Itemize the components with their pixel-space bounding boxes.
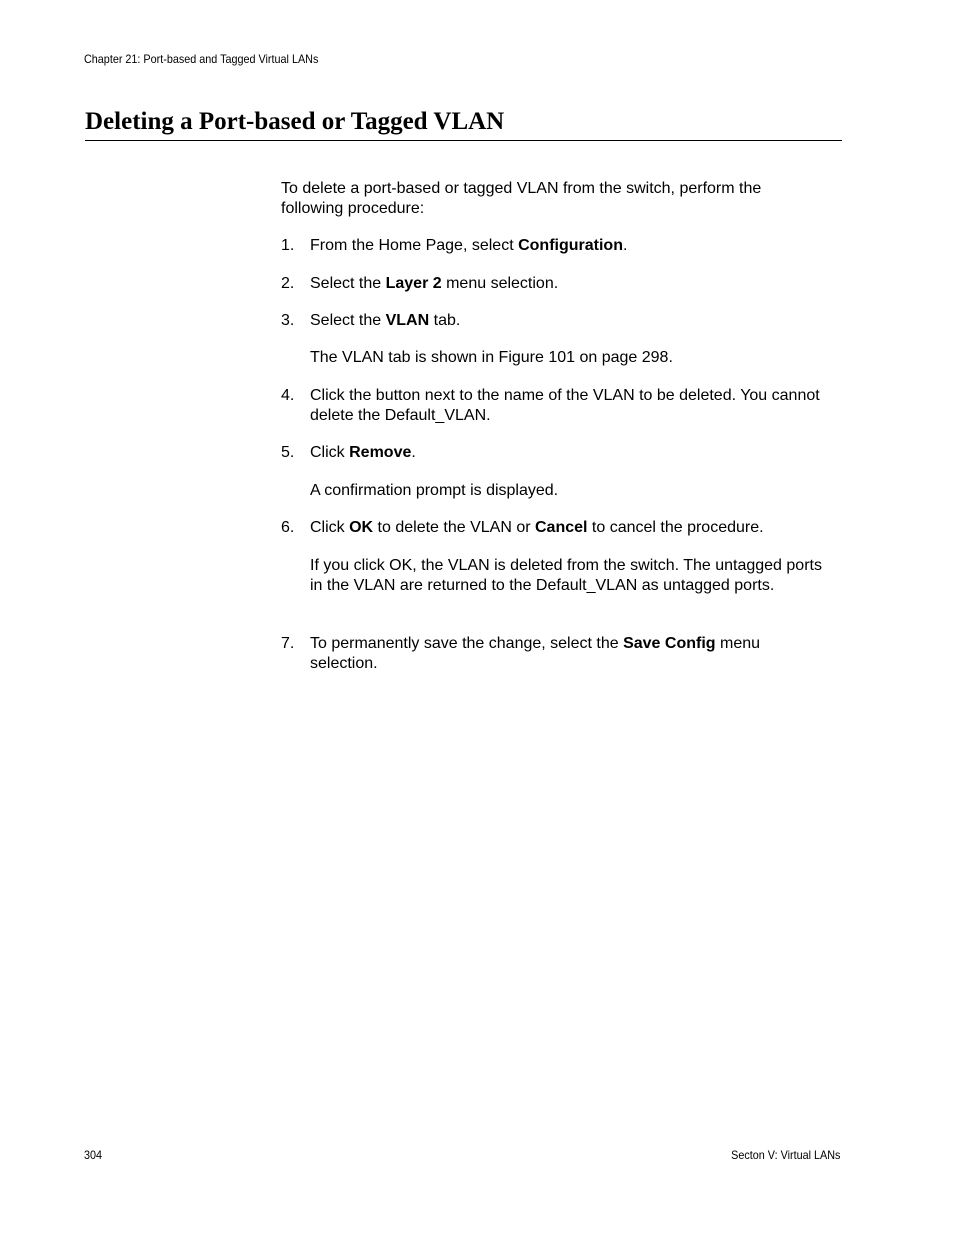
step-1 bbox=[281, 236, 826, 256]
step-number: 7. bbox=[281, 635, 295, 652]
step-number: 6. bbox=[281, 519, 295, 536]
step-number: 4. bbox=[281, 387, 295, 404]
step-6-note: If you click OK, the VLAN is deleted from the switch. The untagged ports in the VLAN are returned to the Default_VLAN as untagged ports. bbox=[310, 557, 822, 594]
step-3 bbox=[281, 311, 826, 331]
step-5-note: A confirmation prompt is displayed. bbox=[310, 482, 559, 499]
page-number: 304 bbox=[84, 1148, 103, 1162]
step-text: Click the button next to the name of the VLAN to be deleted. You cannot delete the Default_VLAN. bbox=[310, 387, 820, 424]
step-text: Click Remove. bbox=[310, 444, 416, 461]
step-number: 5. bbox=[281, 444, 295, 461]
step-2 bbox=[281, 274, 826, 294]
step-text: From the Home Page, select Configuration. bbox=[310, 237, 628, 254]
step-number: 2. bbox=[281, 275, 295, 292]
footer-section-name: Secton V: Virtual LANs bbox=[730, 1148, 840, 1162]
ui-term: Configuration bbox=[518, 237, 623, 254]
ui-term: Cancel bbox=[534, 519, 588, 536]
step-text: Select the Layer 2 menu selection. bbox=[310, 275, 559, 292]
step-3-note: The VLAN tab is shown in Figure 101 on page 298. bbox=[310, 349, 673, 366]
section-title: Deleting a Port-based or Tagged VLAN bbox=[85, 108, 505, 135]
step-4 bbox=[281, 386, 826, 426]
step-text: Click OK to delete the VLAN or Cancel to cancel the procedure. bbox=[310, 519, 764, 536]
running-header: Chapter 21: Port-based and Tagged Virtual LANs bbox=[84, 52, 319, 66]
ui-term: Save Config bbox=[623, 635, 716, 652]
step-number: 3. bbox=[281, 312, 295, 329]
step-text: To permanently save the change, select the Save Config menu selection. bbox=[310, 635, 761, 672]
step-number: 1. bbox=[281, 237, 295, 254]
ui-term: Layer 2 bbox=[385, 275, 442, 292]
step-7 bbox=[281, 634, 826, 674]
ui-term: OK bbox=[349, 519, 374, 536]
ui-term: Remove bbox=[349, 444, 412, 461]
step-5 bbox=[281, 443, 826, 463]
ui-term: VLAN bbox=[385, 312, 430, 329]
title-rule bbox=[85, 140, 842, 141]
intro-paragraph: To delete a port-based or tagged VLAN from the switch, perform the following procedure: bbox=[281, 180, 762, 217]
step-text: Select the VLAN tab. bbox=[310, 312, 461, 329]
step-6 bbox=[281, 518, 826, 538]
